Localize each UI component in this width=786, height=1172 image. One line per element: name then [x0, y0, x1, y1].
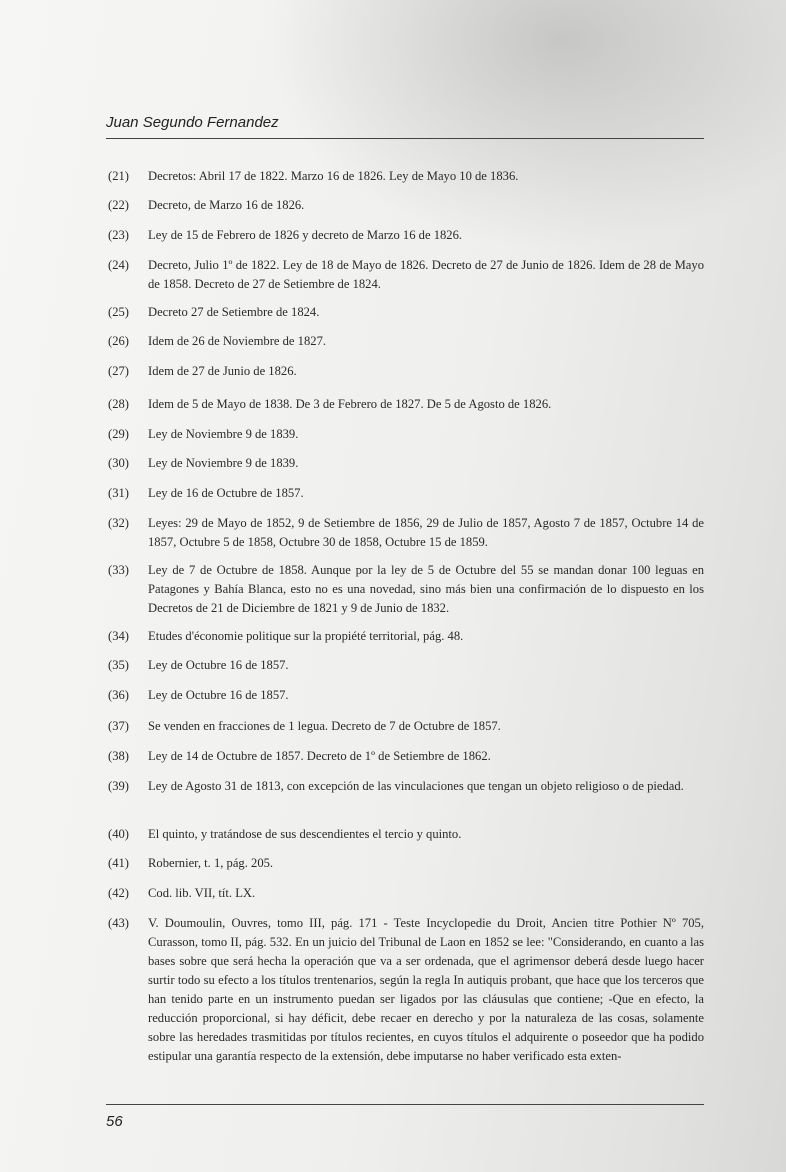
- endnote-number: (29): [108, 427, 129, 441]
- endnote-number: (31): [108, 486, 129, 500]
- endnote-number: (39): [108, 779, 129, 793]
- endnote-text: Decreto, Julio 1º de 1822. Ley de 18 de Mayo de 1826. Decreto de 27 de Junio de 1826. Idem de 28 de Mayo de 1858. Decreto de 27 de Setiembre de 1824.: [148, 258, 704, 291]
- endnote-text: Ley de 15 de Febrero de 1826 y decreto de Marzo 16 de 1826.: [148, 228, 463, 242]
- footer-rule: [106, 1104, 704, 1105]
- endnote-text: Cod. lib. VII, tít. LX.: [148, 886, 256, 900]
- endnote-number: (25): [108, 305, 129, 319]
- endnote-number: (30): [108, 456, 129, 470]
- endnote-number: (23): [108, 228, 129, 242]
- endnote-text: Ley de 7 de Octubre de 1858. Aunque por la ley de 5 de Octubre del 55 se mandan donar 100 leguas en Patagones y Bahía Blanca, esto no es una novedad, sino más bien una confirmación de lo dispuesto en los Decretos de 21 de Diciembre de 1821 y 9 de Junio de 1832.: [148, 563, 704, 615]
- endnote-text: Se venden en fracciones de 1 legua. Decreto de 7 de Octubre de 1857.: [148, 719, 501, 733]
- endnote-number: (21): [108, 169, 129, 183]
- endnote-number: (36): [108, 688, 129, 702]
- endnote-text: Robernier, t. 1, pág. 205.: [148, 856, 274, 870]
- endnote-number: (38): [108, 749, 129, 763]
- endnote-text: Decreto 27 de Setiembre de 1824.: [148, 305, 320, 319]
- endnote-text: V. Doumoulin, Ouvres, tomo III, pág. 171 - Teste Incyclopedie du Droit, Ancien titre Pothier Nº 705, Curasson, tomo II, pág. 532. En un juicio del Tribunal de Laon en 1852 se lee: "Considerando, en cuanto a las bases sobre que será hecha la operación que va a ser ordenada, que el agrimensor deberá desde luego hacer surtir todo su efecto a los títulos trentenarios, según la regla In autiquis probant, que hace que los terceros que han tenido parte en un instrumento puedan ser ligados por las cláusulas que contiene; -Que en efecto, la reducción proporcional, si hay déficit, debe recaer en derecho y por la naturaleza de las cosas, solamente sobre las heredades trasmitidas por títulos recientes, en cuyos títulos el adquirente o poseedor que ha podido estipular una garantía respecto de la extensión, debe imputarse no haber verificado esta exten-: [148, 916, 704, 1063]
- endnote-text: Leyes: 29 de Mayo de 1852, 9 de Setiembre de 1856, 29 de Julio de 1857, Agosto 7 de 1857, Octubre 14 de 1857, Octubre 5 de 1858, Octubre 30 de 1858, Octubre 15 de 1859.: [148, 516, 704, 549]
- endnote-number: (33): [108, 563, 129, 577]
- endnote-text: Idem de 5 de Mayo de 1838. De 3 de Febrero de 1827. De 5 de Agosto de 1826.: [148, 397, 552, 411]
- endnote-number: (42): [108, 886, 129, 900]
- endnote-number: (28): [108, 397, 129, 411]
- endnote-text: Ley de Noviembre 9 de 1839.: [148, 427, 299, 441]
- endnote-number: (27): [108, 364, 129, 378]
- endnote-text: Ley de 16 de Octubre de 1857.: [148, 486, 304, 500]
- endnote-text: El quinto, y tratándose de sus descendientes el tercio y quinto.: [148, 827, 462, 841]
- endnote-text: Idem de 26 de Noviembre de 1827.: [148, 334, 327, 348]
- endnote-text: Ley de Octubre 16 de 1857.: [148, 688, 289, 702]
- endnote-text: Idem de 27 de Junio de 1826.: [148, 364, 297, 378]
- endnote-number: (34): [108, 629, 129, 643]
- header-rule: [106, 138, 704, 139]
- endnote-number: (40): [108, 827, 129, 841]
- endnote-number: (43): [108, 916, 129, 930]
- endnote-number: (35): [108, 658, 129, 672]
- endnote-text: Decretos: Abril 17 de 1822. Marzo 16 de 1826. Ley de Mayo 10 de 1836.: [148, 169, 519, 183]
- endnote-number: (41): [108, 856, 129, 870]
- endnote-number: (24): [108, 258, 129, 272]
- endnote-number: (22): [108, 198, 129, 212]
- page-number: 56: [106, 1113, 123, 1130]
- running-header-author: Juan Segundo Fernandez: [106, 114, 279, 131]
- endnote-text: Ley de Agosto 31 de 1813, con excepción de las vinculaciones que tengan un objeto religioso o de piedad.: [148, 779, 684, 793]
- endnote-number: (32): [108, 516, 129, 530]
- endnote-text: Etudes d'économie politique sur la propiété territorial, pág. 48.: [148, 629, 464, 643]
- endnote-text: Ley de 14 de Octubre de 1857. Decreto de 1º de Setiembre de 1862.: [148, 749, 491, 763]
- endnote-text: Decreto, de Marzo 16 de 1826.: [148, 198, 305, 212]
- endnote-number: (26): [108, 334, 129, 348]
- endnote-text: Ley de Noviembre 9 de 1839.: [148, 456, 299, 470]
- endnote-text: Ley de Octubre 16 de 1857.: [148, 658, 289, 672]
- endnote-number: (37): [108, 719, 129, 733]
